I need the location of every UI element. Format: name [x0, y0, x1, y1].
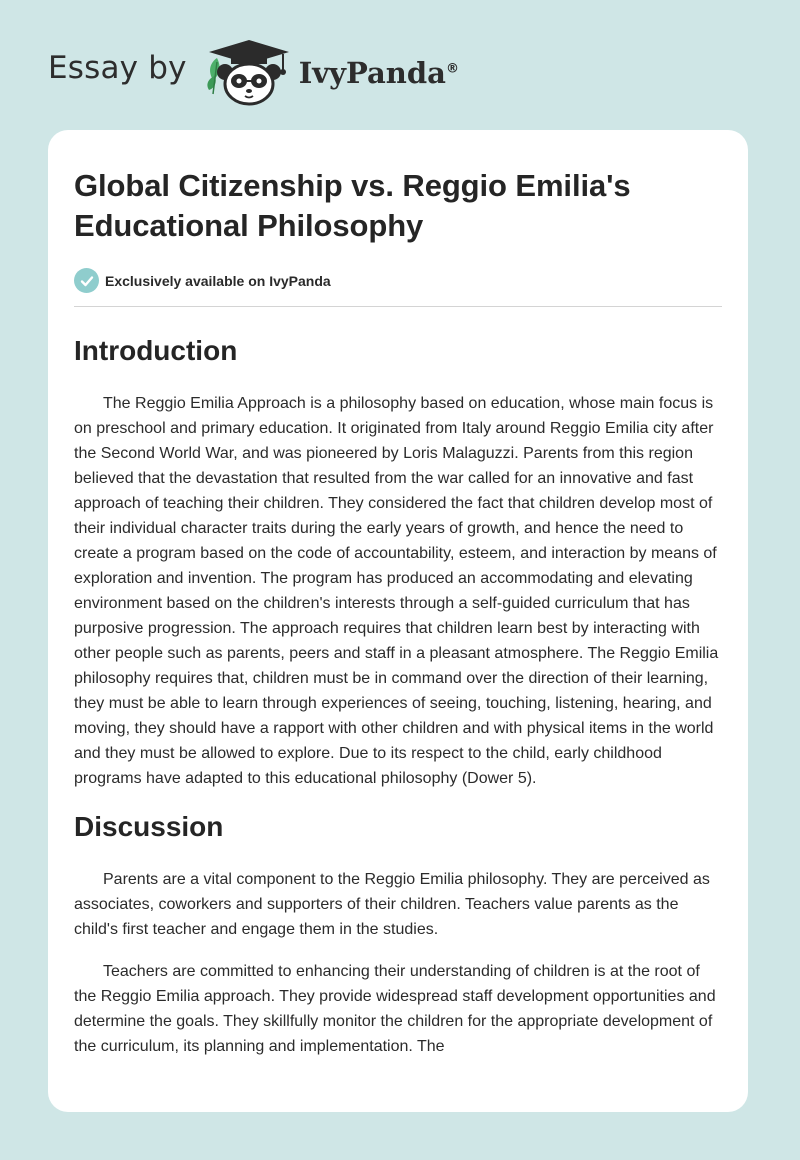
essay-card: [48, 130, 748, 1112]
site-header: [48, 36, 459, 108]
panda-graduation-cap-icon[interactable]: [203, 36, 295, 108]
section-heading-introduction: Introduction: [74, 335, 238, 366]
divider: [74, 306, 722, 307]
paragraph: Parents are a vital component to the Reggio Emilia philosophy. They are perceived as associates, coworkers and supporters of their children. Teachers value parents as the child's first teacher and engage them in the studies.: [74, 871, 710, 938]
essay-title: Global Citizenship vs. Reggio Emilia's Educational Philosophy: [74, 168, 631, 243]
paragraph: The Reggio Emilia Approach is a philosophy based on education, whose main focus is on preschool and primary education. It originated from Italy around Reggio Emilia city after the Second World War, and was pioneered by Loris Malaguzzi. Parents from this region believed that the devastation that resulted from the war called for an innovative and fast approach of teaching their children. They considered the fact that children develop most of their individual character traits during the early years of growth, and hence the need to create a program based on the code of accountability, esteem, and interaction by means of exploration and invention. The program has produced an accommodating and elevating environment based on the children's interests through a self-guided curriculum that has purposive progression. The approach requires that children learn best by interacting with other people such as parents, peers and staff in a pleasant atmosphere. The Reggio Emilia philosophy requires that, children must be in command over the direction of their learning, they must be able to learn through experiences of seeing, touching, listening, hearing, and moving, they should have a rapport with other children and with physical items in the world and they must be allowed to explore. Due to its respect to the child, early childhood programs have adapted to this educational philosophy (Dower 5).: [74, 395, 719, 787]
registered-mark: ®: [445, 61, 459, 77]
exclusive-badge-label: Exclusively available on IvyPanda: [105, 272, 331, 289]
ivypanda-wordmark[interactable]: IvyPanda®: [298, 56, 459, 90]
checkmark-icon: [74, 268, 99, 293]
section-heading-discussion: Discussion: [74, 811, 224, 842]
paragraph: Teachers are committed to enhancing their understanding of children is at the root of the Reggio Emilia approach. They provide widespread staff development opportunities and determine the goals. They skillfully monitor the children for the appropriate development of the curriculum, its planning and implementation. The: [74, 963, 716, 1055]
exclusive-badge: [74, 268, 722, 293]
essay-by-label: Essay by: [48, 50, 187, 86]
